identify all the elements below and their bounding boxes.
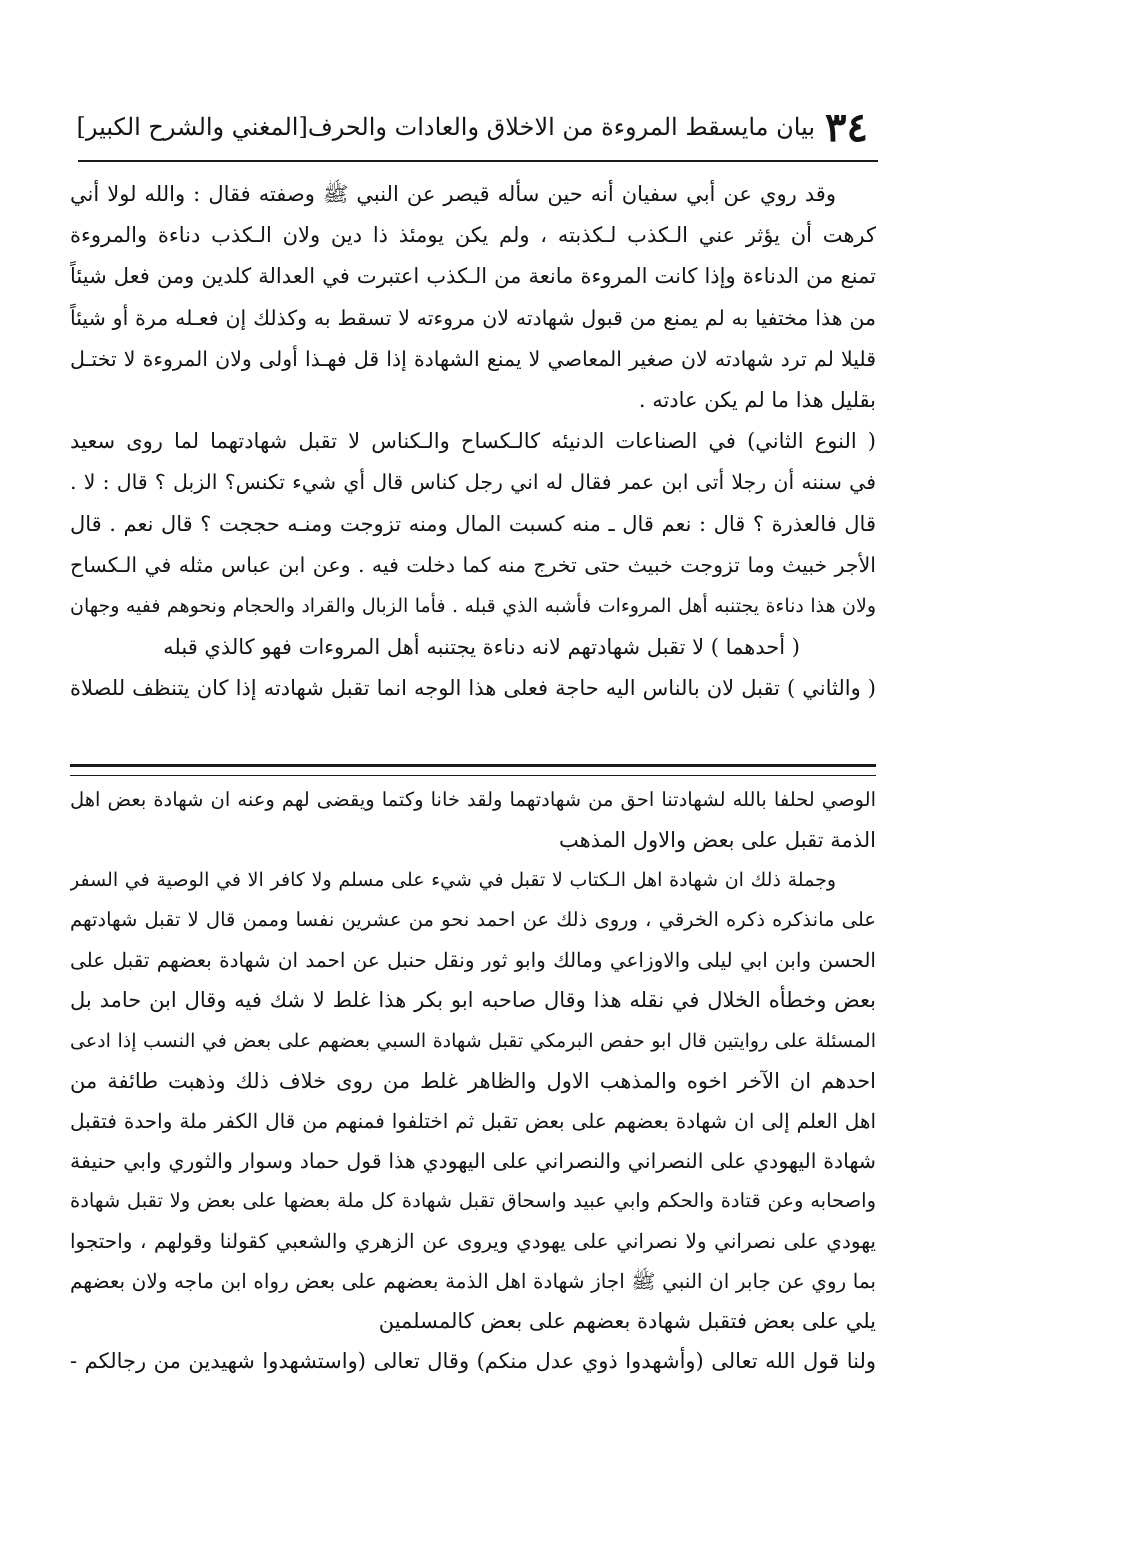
main-text-line: الأجر خبيث وما تزوجت خبيث حتى تخرج منه كما دخلت فيه . وعن ابن عباس مثله في الـكساح [70, 552, 876, 577]
commentary-line: يلي على بعض فتقبل شهادة بعضهم على بعض كالمسلمين [378, 1309, 876, 1334]
commentary-line: الحسن وابن ابي ليلى والاوزاعي ومالك وابو ثور ونقل حنبل عن احمد ان شهادة بعضهم تقبل على [70, 948, 876, 973]
commentary-line: بما روي عن جابر ان النبي ﷺ اجاز شهادة اهل الذمة بعضهم على بعض رواه ابن ماجه ولان بعضهم [70, 1269, 876, 1294]
commentary-line: اهل العلم إلى ان شهادة بعضهم على بعض تقبل ثم اختلفوا فمنهم من قال الكفر ملة واحدة فتقبل [70, 1108, 876, 1133]
main-text-line: في سننه أن رجلا أتى ابن عمر فقال له اني رجل كناس قال أي شيء تكنس؟ الزبل ؟ قال : لا . [70, 470, 876, 495]
main-text-line: ولان هذا دناءة يجتنبه أهل المروءات فأشبه الذي قبله . فأما الزبال والقراد والحجام ونحوهم ففيه وجهان [70, 594, 876, 617]
main-text-line: قال فالعذرة ؟ قال : نعم قال ـ منه كسبت المال ومنه تزوجت ومنـه حججت ؟ قال نعم . قال [70, 511, 876, 536]
section-divider [70, 764, 876, 776]
page-header [76, 98, 868, 156]
commentary-block [70, 780, 876, 1381]
main-text-block [70, 174, 876, 709]
page-number: ٣٤ [825, 103, 868, 151]
main-text-line: قليلا لم ترد شهادته لان صغير المعاصي لا يمنع الشهادة إذا قل فهـذا أولى ولان المروءة لا تختـل [70, 346, 876, 371]
commentary-line: ولنا قول الله تعالى (وأشهدوا ذوي عدل منكم) وقال تعالى (واستشهدوا شهيدين من رجالكم - [70, 1349, 876, 1374]
commentary-line: يهودي على نصراني ولا نصراني على يهودي ويروى عن الزهري والشعبي كقولنا وقولهم ، واحتجوا [70, 1229, 876, 1254]
commentary-line: احدهم ان الآخر اخوه والمذهب الاول والظاهر غلط من روى خلاف ذلك وذهبت طائفة من [70, 1068, 876, 1093]
commentary-line: شهادة اليهودي على النصراني والنصراني على اليهودي هذا قول حماد وسوار والثوري وابي حنيفة [70, 1148, 876, 1173]
main-text-line: من هذا مختفيا به لم يمنع من قبول شهادته لان مروءته لا تسقط به وكذلك إن فعـله مرة أو شيئاً [70, 305, 876, 330]
main-text-line: ( أحدهما ) لا تقبل شهادتهم لانه دناءة يجتنبه أهل المروءات فهو كالذي قبله [163, 635, 800, 660]
commentary-line: الذمة تقبل على بعض والاول المذهب [559, 828, 876, 853]
commentary-line: وجملة ذلك ان شهادة اهل الـكتاب لا تقبل في شيء على مسلم ولا كافر الا في الوصية في السفر [70, 869, 836, 892]
header-rule [78, 160, 878, 162]
commentary-line: واصحابه وعن قتادة والحكم وابي عبيد واسحاق تقبل شهادة كل ملة بعضها على بعض ولا تقبل شهادة [70, 1188, 876, 1212]
commentary-line: الوصي لحلفا بالله لشهادتنا احق من شهادتهما ولقد خانا وكتما ويقضى لهم وعنه ان شهادة بعض اهل [70, 788, 876, 811]
main-text-line: ( النوع الثاني) في الصناعات الدنيئه كالـكساح والـكناس لا تقبل شهادتهما لما روى سعيد [70, 429, 876, 454]
commentary-line: على مانذكره ذكره الخرقي ، وروى ذلك عن احمد نحو من عشرين نفسا وممن قال لا تقبل شهادتهم [70, 908, 876, 932]
main-text-line: كرهت أن يؤثر عني الـكذب لـكذبته ، ولم يكن يومئذ ذا دين ولان الـكذب دناءة والمروءة [70, 223, 876, 248]
main-text-line: بقليل هذا ما لم يكن عادته . [638, 387, 876, 412]
main-text-line: وقد روي عن أبي سفيان أنه حين سأله قيصر عن النبي ﷺ وصفته فقال : والله لولا أني [70, 182, 836, 206]
main-text-line: ( والثاني ) تقبل لان بالناس اليه حاجة فعلى هذا الوجه انما تقبل شهادته إذا كان يتنظف للصلاة [70, 676, 876, 701]
main-text-line: تمنع من الدناءة وإذا كانت المروءة مانعة من الـكذب اعتبرت في العدالة كلدين ومن فعل شيئاً [70, 264, 876, 289]
commentary-line: المسئلة على روايتين قال ابو حفص البرمكي تقبل شهادة السبي بعضهم على بعض في النسب إذا ادعى [70, 1029, 876, 1052]
running-title: بيان مايسقط المروءة من الاخلاق والعادات والحرف [307, 113, 816, 141]
book-title: [المغني والشرح الكبير] [76, 113, 308, 141]
commentary-line: بعض وخطأه الخلال في نقله هذا وقال صاحبه ابو بكر هذا غلط لا شك فيه وقال ابن حامد بل [70, 988, 876, 1013]
